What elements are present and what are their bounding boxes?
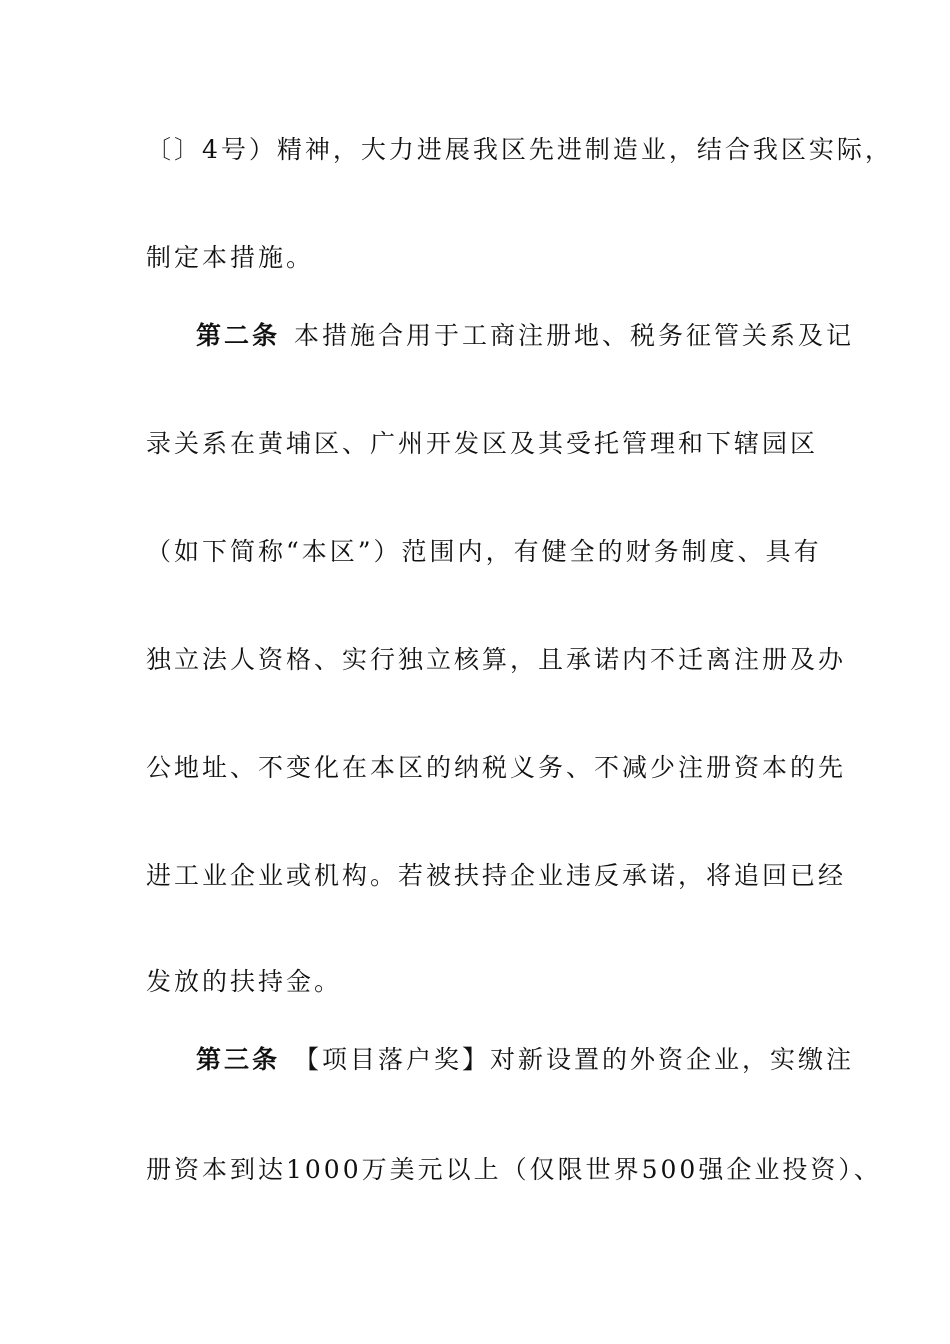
paragraph-line: 〔〕4号）精神，大力进展我区先进制造业，结合我区实际，: [146, 135, 893, 164]
paragraph-line: 录关系在黄埔区、广州开发区及其受托管理和下辖园区: [146, 429, 819, 458]
paragraph-line: 独立法人资格、实行独立核算，且承诺内不迁离注册及办: [146, 645, 847, 674]
article-3-heading: 第三条: [196, 1045, 281, 1074]
article-3-text: 【项目落户奖】对新设置的外资企业，实缴注: [294, 1045, 855, 1074]
paragraph-line: 公地址、不变化在本区的纳税义务、不减少注册资本的先: [146, 753, 847, 782]
paragraph-line: 册资本到达1000万美元以上（仅限世界500强企业投资）、: [146, 1155, 882, 1184]
article-2-heading: 第二条: [196, 321, 281, 350]
paragraph-line: 制定本措施。: [146, 243, 315, 272]
article-2-text: 本措施合用于工商注册地、税务征管关系及记: [294, 321, 855, 350]
paragraph-line: 发放的扶持金。: [146, 967, 343, 996]
article-3-line: [196, 1045, 854, 1075]
paragraph-line: （如下简称“本区”）范围内，有健全的财务制度、具有: [146, 537, 822, 566]
article-2-line: [196, 321, 854, 351]
paragraph-line: 进工业企业或机构。若被扶持企业违反承诺，将追回已经: [146, 861, 847, 890]
